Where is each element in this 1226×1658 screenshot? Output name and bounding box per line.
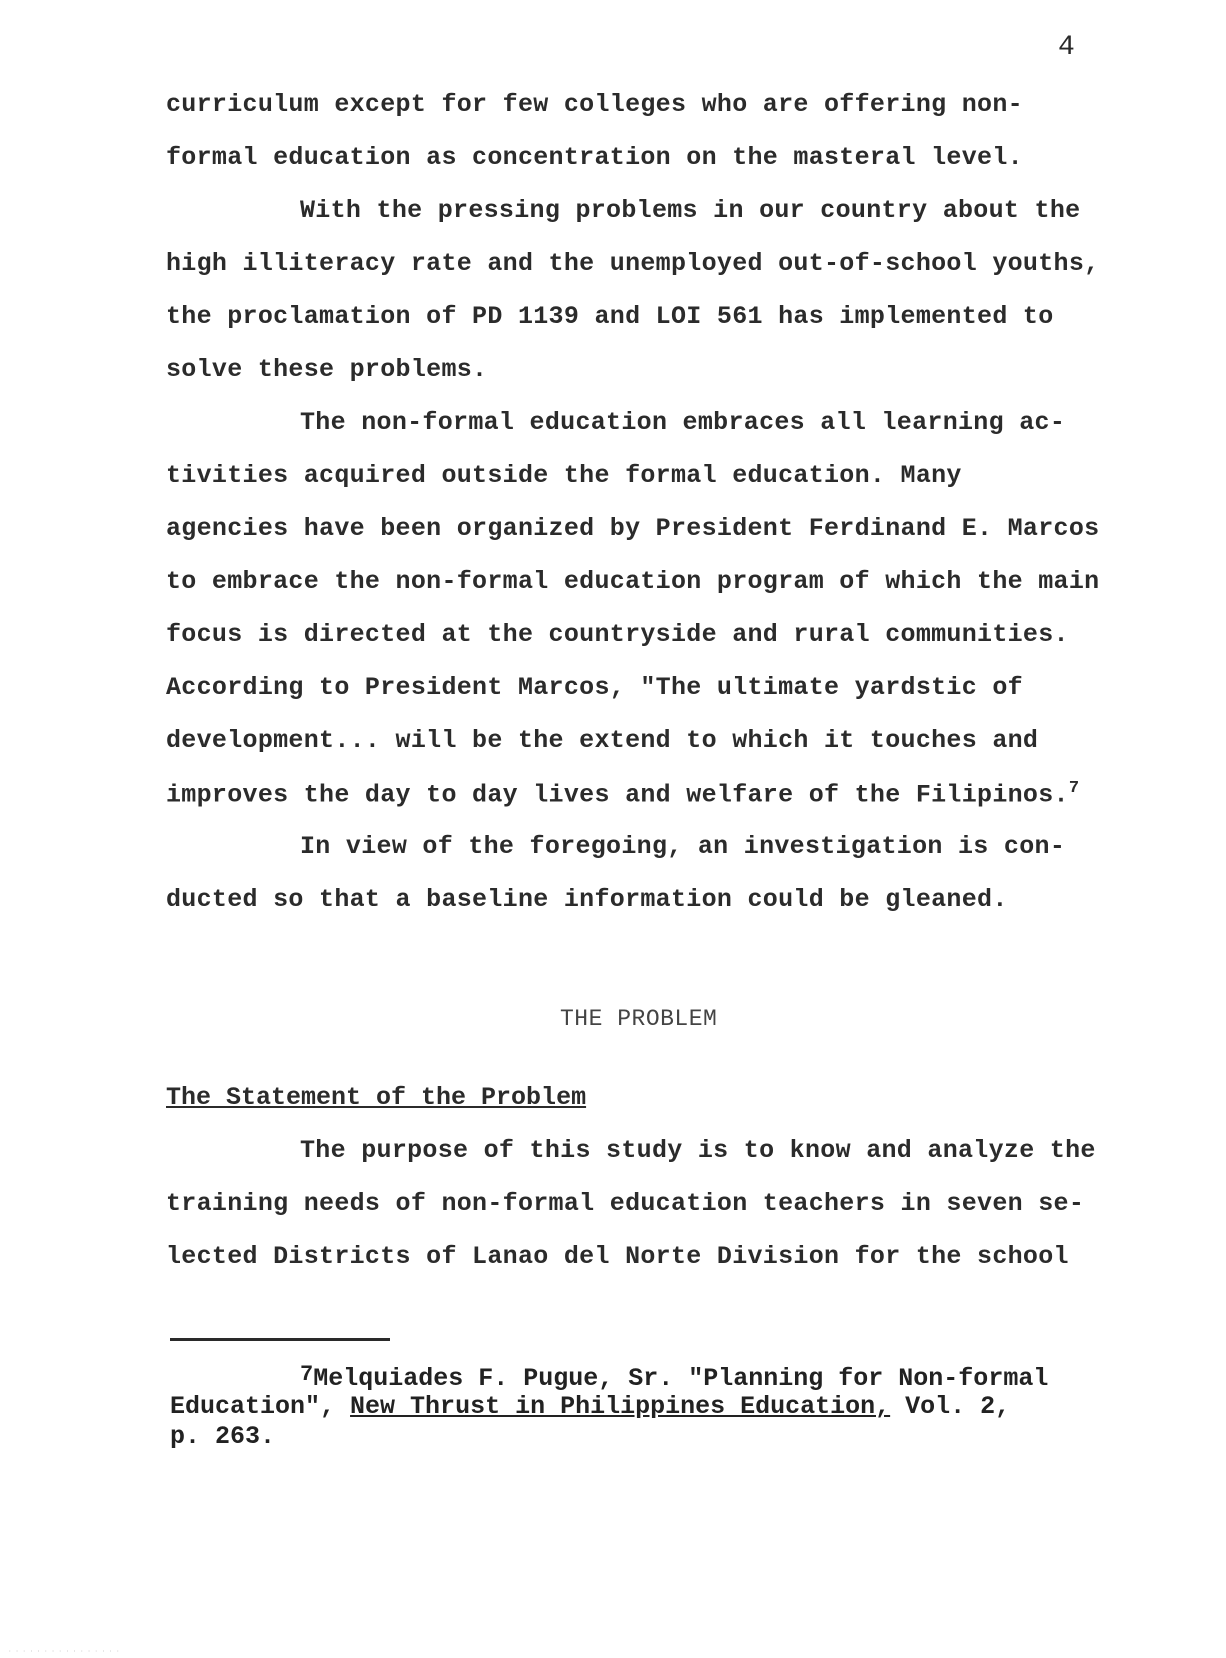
page-number: 4 [1058,32,1075,63]
text-line: formal education as concentration on the masteral level. [166,143,1023,172]
paragraph-start: The non-formal education embraces all learning ac- [300,408,1066,437]
text-line: the proclamation of PD 1139 and LOI 561 has implemented to [166,302,1054,331]
footnote-source-title: New Thrust in Philippines Education, [350,1392,891,1421]
text-line-with-footnote [166,779,1079,809]
footnote-text: Vol. 2, [905,1392,1011,1421]
text-line: training needs of non-formal education teachers in seven se- [166,1189,1085,1218]
text-line: solve these problems. [166,355,488,384]
text-line: curriculum except for few colleges who are offering non- [166,90,1023,119]
text-line: to embrace the non-formal education program of which the main [166,567,1100,596]
paragraph-start: The purpose of this study is to know and analyze the [300,1136,1096,1165]
section-heading: THE PROBLEM [560,1006,718,1032]
footnote-text: Melquiades F. Pugue, Sr. "Planning for Non-formal [313,1364,1049,1393]
text-line: According to President Marcos, "The ultimate yardstic of [166,673,1023,702]
scan-artifact: · · · · · · · · · · · · · · · · [8,1648,120,1655]
footnote-text: Education", [170,1392,336,1421]
footnote-line [170,1392,1010,1421]
paragraph-start: In view of the foregoing, an investigation is con- [300,832,1066,861]
text-line: improves the day to day lives and welfare of the Filipinos. [166,780,1069,810]
footnote-line [300,1362,1048,1393]
footnote-reference: 7 [1068,779,1080,798]
text-line: focus is directed at the countryside and rural communities. [166,620,1069,649]
subheading: The Statement of the Problem [166,1083,587,1112]
text-line: ducted so that a baseline information could be gleaned. [166,885,1008,914]
footnote-line: p. 263. [170,1422,276,1451]
text-line: agencies have been organized by President Ferdinand E. Marcos [166,514,1100,543]
footnote-marker: 7 [300,1362,314,1387]
paragraph-start: With the pressing problems in our country about the [300,196,1081,225]
footnote-divider [170,1338,390,1341]
text-line: high illiteracy rate and the unemployed out-of-school youths, [166,249,1100,278]
text-line: tivities acquired outside the formal education. Many [166,461,962,490]
text-line: development... will be the extend to which it touches and [166,726,1039,755]
text-line: lected Districts of Lanao del Norte Division for the school [166,1242,1069,1271]
